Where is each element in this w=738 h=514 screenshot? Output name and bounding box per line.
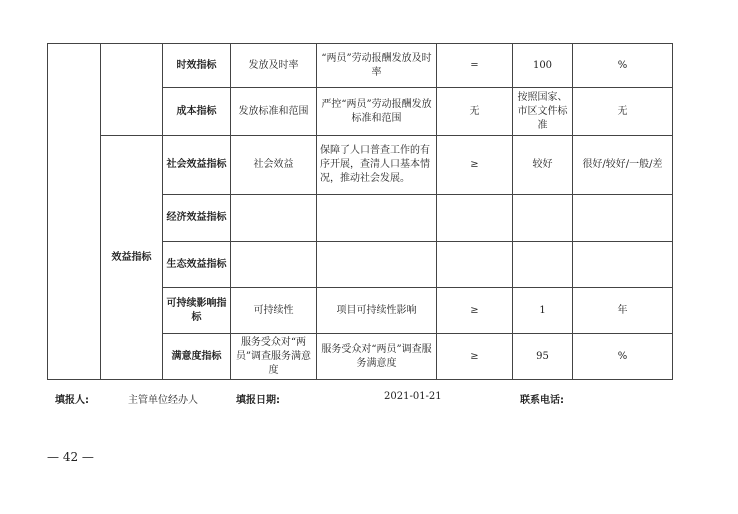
indicator-unit: 无: [573, 88, 673, 136]
indicator-operator: [437, 242, 513, 288]
indicator-content: 严控“两员”劳动报酬发放标准和范围: [317, 88, 437, 136]
indicator-operator: ≥: [437, 288, 513, 334]
indicator-name: 可持续性: [231, 288, 317, 334]
indicator-unit: [573, 242, 673, 288]
indicator-target: 100: [513, 44, 573, 88]
indicator-target: 95: [513, 334, 573, 380]
indicator-unit: %: [573, 334, 673, 380]
indicator-operator: =: [437, 44, 513, 88]
indicator-name: [231, 242, 317, 288]
indicator-target: [513, 242, 573, 288]
indicator-content: 保障了人口普查工作的有序开展，查清人口基本情况，推动社会发展。: [317, 136, 437, 195]
indicator-operator: [437, 195, 513, 242]
date-value: 2021-01-21: [384, 391, 442, 402]
primary-indicator-cell: [48, 44, 101, 380]
indicator-name: 社会效益: [231, 136, 317, 195]
tertiary-indicator: 时效指标: [163, 44, 231, 88]
indicator-operator: ≥: [437, 334, 513, 380]
secondary-indicator: 效益指标: [101, 136, 163, 380]
indicator-name: 发放标准和范围: [231, 88, 317, 136]
form-footer: [0, 388, 738, 408]
indicator-content: 服务受众对“两员”调查服务满意度: [317, 334, 437, 380]
table-row: [48, 136, 673, 195]
indicator-content: [317, 195, 437, 242]
tertiary-indicator: 生态效益指标: [163, 242, 231, 288]
indicator-target: [513, 195, 573, 242]
indicator-name: [231, 195, 317, 242]
performance-indicator-table: [47, 43, 673, 380]
secondary-indicator-cell: [101, 44, 163, 136]
indicator-operator: 无: [437, 88, 513, 136]
tertiary-indicator: 满意度指标: [163, 334, 231, 380]
tertiary-indicator: 可持续影响指标: [163, 288, 231, 334]
date-label: 填报日期:: [236, 395, 280, 406]
tertiary-indicator: 社会效益指标: [163, 136, 231, 195]
indicator-target: 较好: [513, 136, 573, 195]
filler-label: 填报人:: [55, 395, 89, 406]
indicator-unit: %: [573, 44, 673, 88]
indicator-target: 1: [513, 288, 573, 334]
page-number: — 42 —: [47, 450, 94, 464]
phone-label: 联系电话:: [520, 395, 564, 406]
indicator-name: 发放及时率: [231, 44, 317, 88]
indicator-target: 按照国家、市区文件标准: [513, 88, 573, 136]
table-row: [48, 44, 673, 88]
tertiary-indicator: 经济效益指标: [163, 195, 231, 242]
indicator-operator: ≥: [437, 136, 513, 195]
indicator-content: “两员”劳动报酬发放及时率: [317, 44, 437, 88]
indicator-unit: [573, 195, 673, 242]
indicator-unit: 很好/较好/一般/差: [573, 136, 673, 195]
indicator-name: 服务受众对“两员”调查服务满意度: [231, 334, 317, 380]
indicator-unit: 年: [573, 288, 673, 334]
tertiary-indicator: 成本指标: [163, 88, 231, 136]
indicator-content: 项目可持续性影响: [317, 288, 437, 334]
filler-value: 主管单位经办人: [128, 395, 198, 406]
indicator-content: [317, 242, 437, 288]
